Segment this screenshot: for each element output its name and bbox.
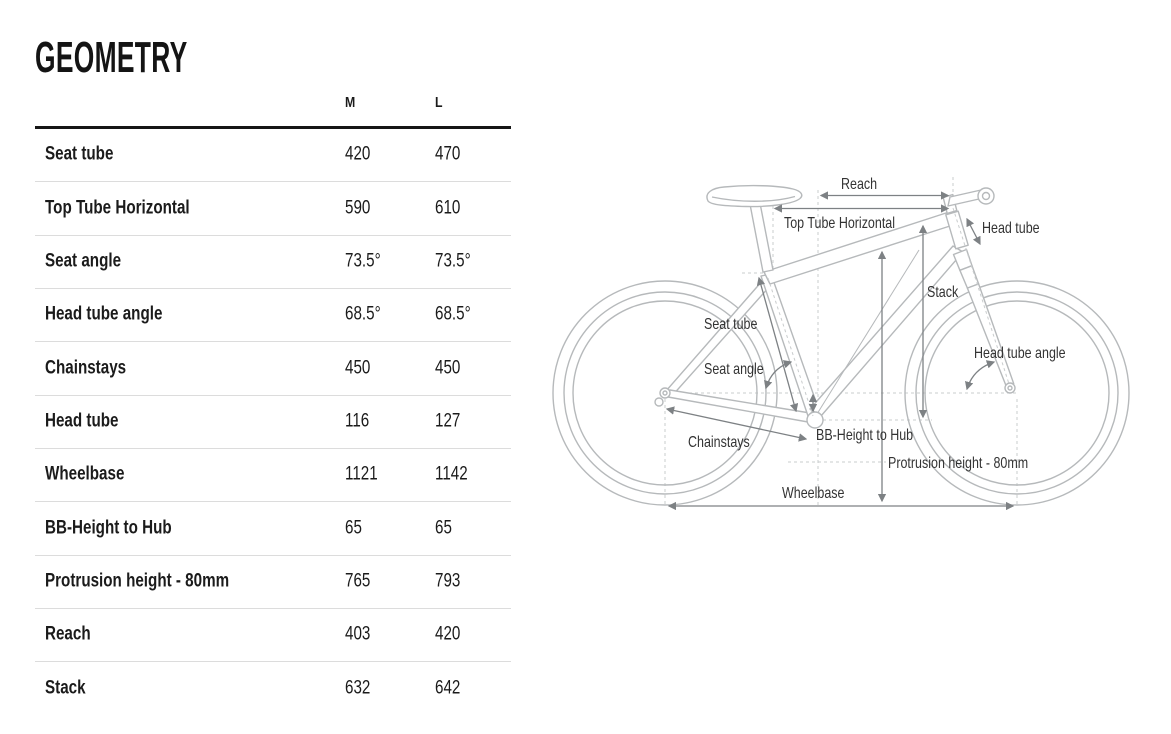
handlebar-grip-inner — [983, 193, 990, 200]
row-label: Head tube angle — [45, 303, 163, 325]
seat-angle-arc — [766, 362, 791, 388]
row-label: Head tube — [45, 410, 119, 432]
seatpost — [749, 198, 773, 272]
row-value-m: 116 — [345, 410, 370, 432]
seat-stays-tube — [666, 280, 770, 397]
row-value-l: 470 — [435, 143, 461, 165]
diagram-label-protrusion-height: Protrusion height - 80mm — [888, 455, 1029, 472]
row-label: Chainstays — [45, 357, 127, 379]
rear-derailleur — [655, 398, 663, 406]
diagram-label-seat-tube: Seat tube — [704, 316, 758, 333]
diagram-label-head-tube: Head tube — [982, 220, 1040, 237]
column-header-m: M — [345, 94, 356, 111]
chain-stays-tube — [668, 390, 810, 422]
row-value-l: 73.5° — [435, 250, 471, 272]
column-header-l: L — [435, 94, 443, 111]
down-tube — [810, 246, 963, 416]
diagram-label-top-tube-horizontal: Top Tube Horizontal — [784, 215, 896, 232]
rear-axle — [663, 391, 667, 395]
page-title: GEOMETRY — [35, 33, 188, 82]
diagram-label-head-tube-angle: Head tube angle — [974, 345, 1066, 362]
row-value-l: 68.5° — [435, 303, 471, 325]
head-tube-frame — [946, 211, 968, 249]
row-value-l: 642 — [435, 677, 461, 699]
bottom-bracket — [807, 412, 823, 428]
row-value-m: 765 — [345, 570, 371, 592]
row-label: Stack — [45, 677, 86, 699]
row-value-m: 403 — [345, 623, 371, 645]
row-value-m: 68.5° — [345, 303, 381, 325]
head-tube-angle-arc — [967, 362, 994, 389]
row-value-m: 73.5° — [345, 250, 381, 272]
fork-leg — [967, 284, 1013, 387]
row-value-m: 65 — [345, 517, 362, 539]
row-label: Top Tube Horizontal — [45, 197, 190, 219]
row-label: Seat angle — [45, 250, 122, 272]
rear-brake-cable — [817, 250, 919, 414]
row-label: Seat tube — [45, 143, 114, 165]
stem — [948, 190, 981, 206]
diagram-label-stack: Stack — [927, 284, 959, 301]
front-axle — [1008, 386, 1012, 390]
row-value-l: 450 — [435, 357, 461, 379]
row-value-l: 65 — [435, 517, 452, 539]
saddle — [707, 186, 802, 207]
row-value-l: 420 — [435, 623, 461, 645]
row-label: Reach — [45, 623, 91, 645]
row-label: BB-Height to Hub — [45, 517, 172, 539]
diagram-label-wheelbase: Wheelbase — [782, 485, 845, 502]
row-value-l: 1142 — [435, 463, 468, 485]
row-value-m: 450 — [345, 357, 371, 379]
diagram-label-chainstays: Chainstays — [688, 434, 750, 451]
row-value-l: 793 — [435, 570, 461, 592]
row-value-m: 420 — [345, 143, 371, 165]
diagram-label-bb-height-to-hub: BB-Height to Hub — [816, 427, 914, 444]
diagram-label-reach: Reach — [841, 176, 878, 193]
row-label: Protrusion height - 80mm — [45, 570, 230, 592]
row-value-m: 632 — [345, 677, 371, 699]
head-tube-arrow — [967, 219, 980, 244]
row-value-m: 1121 — [345, 463, 378, 485]
row-value-l: 610 — [435, 197, 461, 219]
row-label: Wheelbase — [45, 463, 125, 485]
row-value-m: 590 — [345, 197, 371, 219]
row-value-l: 127 — [435, 410, 461, 432]
diagram-label-seat-angle: Seat angle — [704, 361, 764, 378]
